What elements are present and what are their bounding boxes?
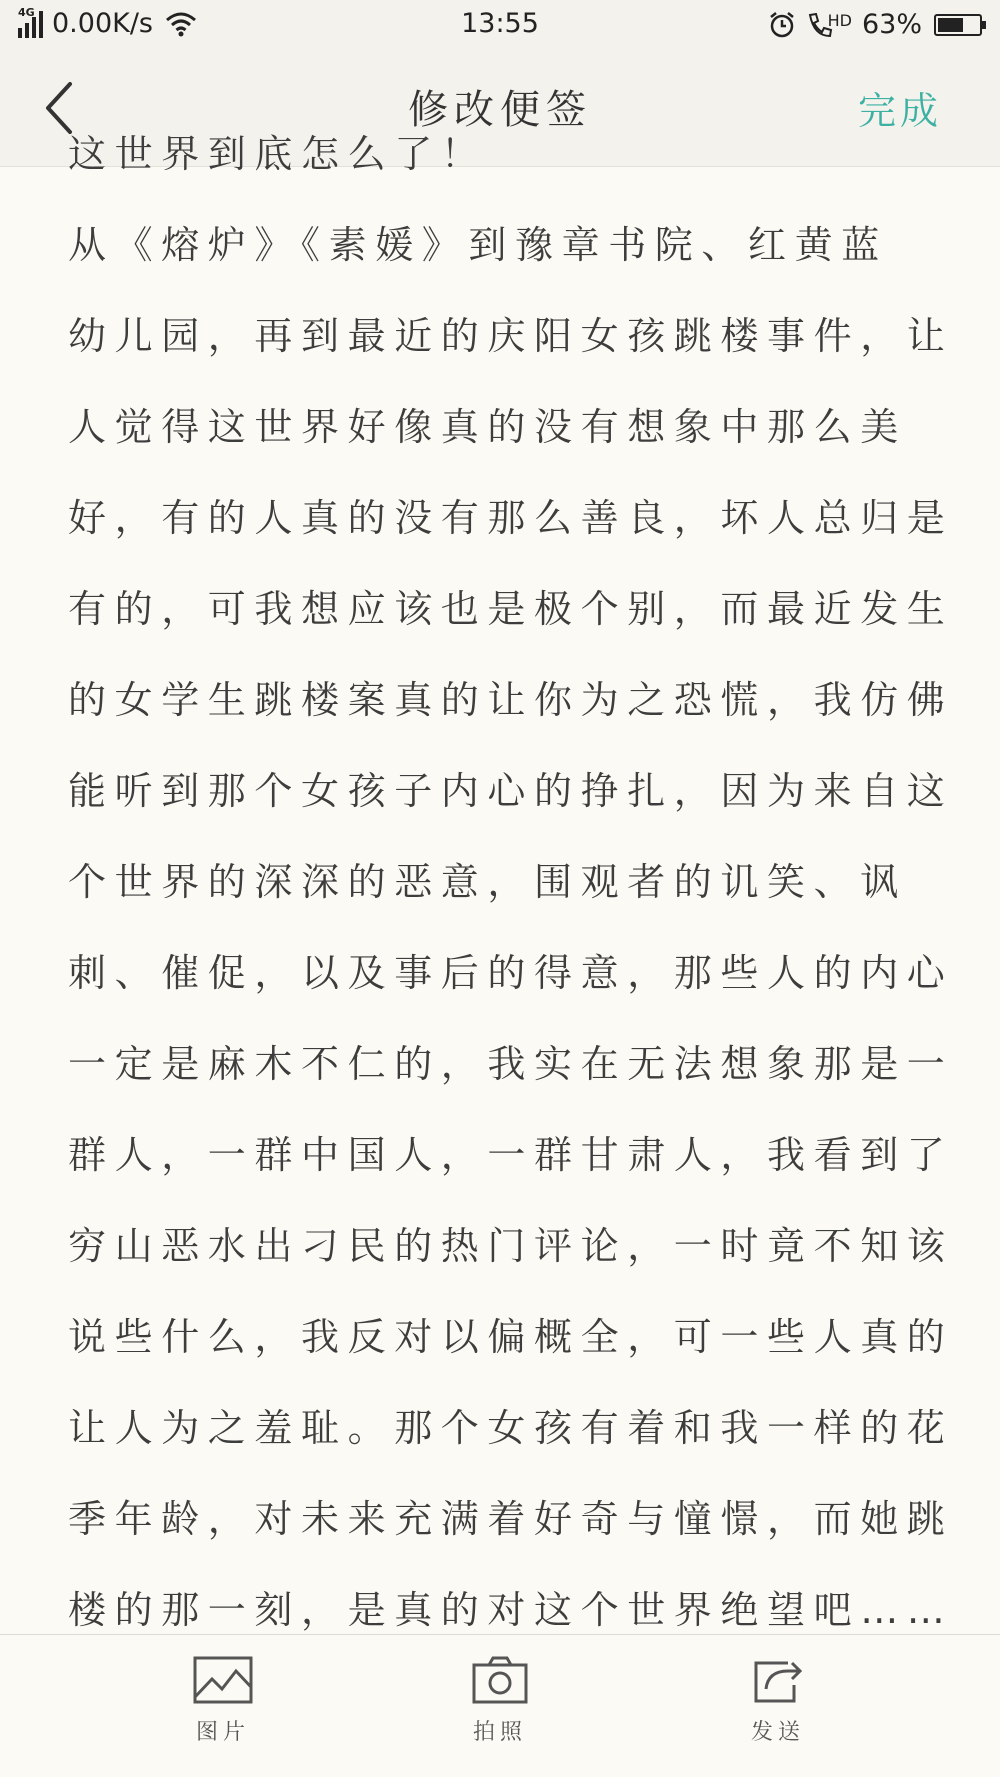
network-speed: 0.00K/s bbox=[52, 8, 153, 39]
battery-icon bbox=[934, 14, 982, 36]
share-icon bbox=[750, 1655, 806, 1705]
hd-label: HD bbox=[827, 10, 852, 30]
status-bar bbox=[0, 0, 1000, 50]
note-line: 好，有的人真的没有那么善良，坏人总归是 bbox=[68, 496, 954, 540]
image-label: 图片 bbox=[195, 1720, 250, 1745]
image-button[interactable] bbox=[153, 1655, 293, 1746]
done-button[interactable]: 完成 bbox=[857, 89, 942, 133]
network-type: 4G bbox=[18, 5, 35, 19]
bottom-toolbar bbox=[0, 1634, 1000, 1777]
note-editor[interactable] bbox=[0, 132, 1000, 1635]
note-line: 群人，一群中国人，一群甘肃人，我看到了 bbox=[68, 1133, 954, 1177]
status-right bbox=[758, 9, 982, 40]
camera-icon bbox=[471, 1655, 529, 1705]
note-line: 幼儿园，再到最近的庆阳女孩跳楼事件，让 bbox=[68, 314, 954, 358]
send-button[interactable] bbox=[708, 1655, 848, 1746]
status-time: 13:55 bbox=[461, 8, 539, 39]
note-line: 刺、催促，以及事后的得意，那些人的内心 bbox=[68, 951, 954, 995]
note-line: 这世界到底怎么了！ bbox=[68, 132, 488, 176]
send-label: 发送 bbox=[750, 1720, 805, 1745]
note-line: 楼的那一刻，是真的对这个世界绝望吧…… bbox=[68, 1588, 954, 1632]
note-line: 人觉得这世界好像真的没有想象中那么美 bbox=[68, 405, 907, 449]
image-icon bbox=[192, 1655, 254, 1705]
note-line: 的女学生跳楼案真的让你为之恐慌，我仿佛 bbox=[68, 678, 954, 722]
camera-label: 拍照 bbox=[472, 1720, 527, 1745]
note-line: 季年龄，对未来充满着好奇与憧憬，而她跳 bbox=[68, 1497, 954, 1541]
camera-button[interactable] bbox=[430, 1655, 570, 1746]
note-line: 从《熔炉》《素媛》到豫章书院、红黄蓝 bbox=[68, 223, 888, 267]
note-line: 说些什么，我反对以偏概全，可一些人真的 bbox=[68, 1315, 954, 1359]
note-line: 一定是麻木不仁的，我实在无法想象那是一 bbox=[68, 1042, 954, 1086]
note-line: 能听到那个女孩子内心的挣扎，因为来自这 bbox=[68, 769, 954, 813]
note-line: 穷山恶水出刁民的热门评论，一时竟不知该 bbox=[68, 1224, 954, 1268]
hd-call-icon bbox=[806, 11, 852, 39]
note-line: 让人为之羞耻。那个女孩有着和我一样的花 bbox=[68, 1406, 954, 1450]
note-line: 有的，可我想应该也是极个别，而最近发生 bbox=[68, 587, 954, 631]
page-title: 修改便签 bbox=[408, 87, 592, 133]
note-line: 个世界的深深的恶意，围观者的讥笑、讽 bbox=[68, 860, 907, 904]
battery-percent: 63% bbox=[861, 9, 922, 40]
alarm-icon bbox=[768, 11, 796, 39]
